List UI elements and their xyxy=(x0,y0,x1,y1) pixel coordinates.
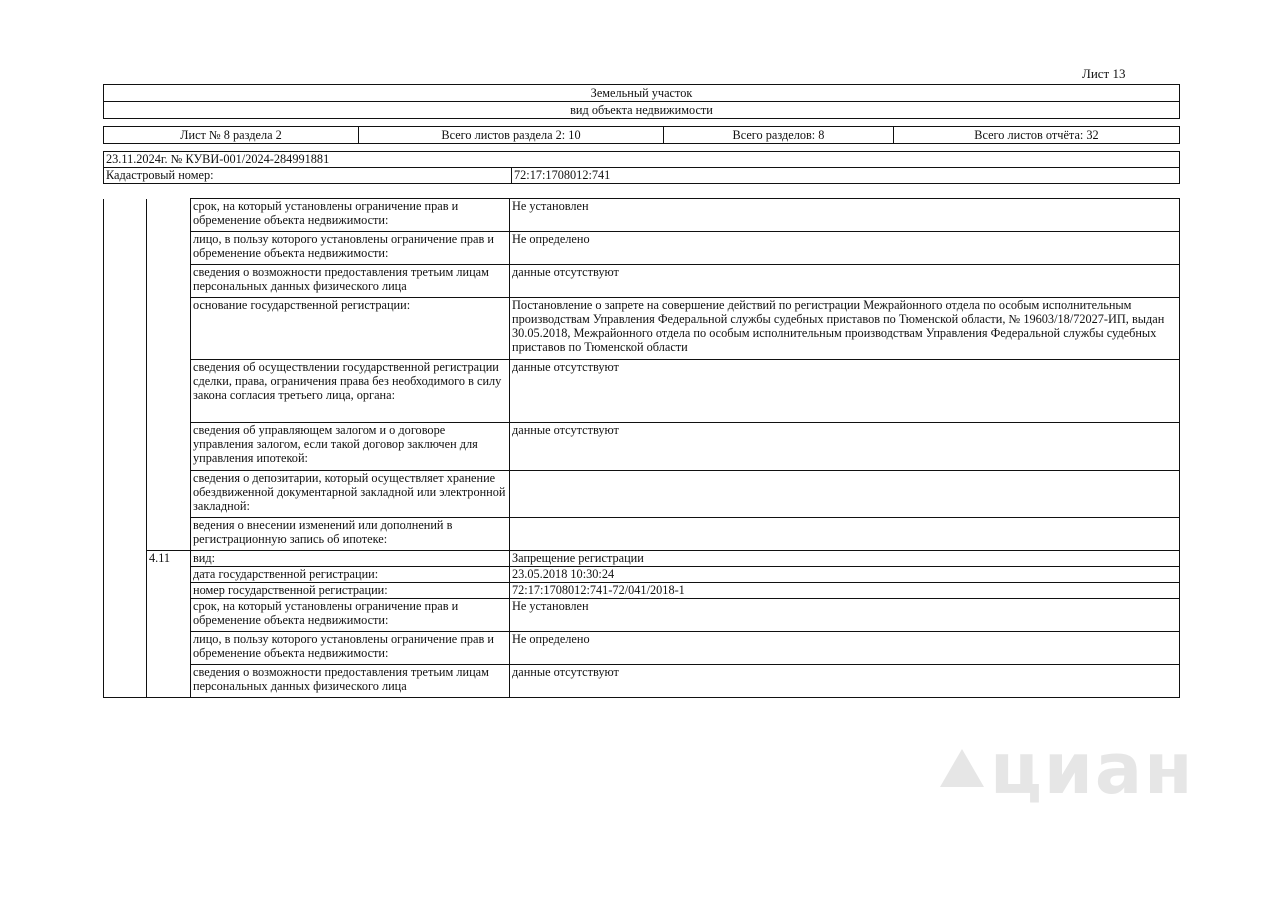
row-group-cell xyxy=(104,265,147,298)
row-value: данные отсутствуют xyxy=(510,665,1180,698)
row-number xyxy=(147,599,191,632)
row-value: Не установлен xyxy=(510,599,1180,632)
row-label: срок, на который установлены ограничение прав и обременение объекта недвижимости: xyxy=(191,599,510,632)
row-value: данные отсутствуют xyxy=(510,265,1180,298)
row-value: Постановление о запрете на совершение действий по регистрации Межрайонного отдела по особым исполнительным производствам Управления Федеральной службы судебных приставов по Тюменской области, № 19603/18/72027-ИП, выдан 30.05.2018, Межрайонного отдела по особым исполнительным производствам Управления Федеральной службы судебных приставов по Тюменской области xyxy=(510,298,1180,360)
cadastral-label: Кадастровый номер: xyxy=(104,168,512,184)
row-value: данные отсутствуют xyxy=(510,360,1180,423)
table-row xyxy=(104,665,1180,698)
row-group-cell xyxy=(104,551,147,567)
encumbrance-table xyxy=(103,198,1180,698)
row-label: сведения об управляющем залогом и о договоре управления залогом, если такой договор заключен для управления ипотекой: xyxy=(191,423,510,471)
row-value: 72:17:1708012:741-72/041/2018-1 xyxy=(510,583,1180,599)
object-header xyxy=(103,84,1180,119)
row-number xyxy=(147,360,191,423)
row-group-cell xyxy=(104,518,147,551)
table-row xyxy=(104,599,1180,632)
row-number xyxy=(147,199,191,232)
row-number xyxy=(147,665,191,698)
row-number xyxy=(147,518,191,551)
row-number xyxy=(147,265,191,298)
sheet-of-section: Лист № 8 раздела 2 xyxy=(104,127,359,144)
row-value: данные отсутствуют xyxy=(510,423,1180,471)
row-number xyxy=(147,471,191,518)
row-number xyxy=(147,423,191,471)
total-sheets-report: Всего листов отчёта: 32 xyxy=(894,127,1180,144)
row-label: номер государственной регистрации: xyxy=(191,583,510,599)
sheet-number: Лист 13 xyxy=(1082,66,1126,81)
row-group-cell xyxy=(104,423,147,471)
watermark-logo: циан xyxy=(940,728,1195,810)
row-label: дата государственной регистрации: xyxy=(191,567,510,583)
table-row xyxy=(104,632,1180,665)
row-label: ведения о внесении изменений или дополнений в регистрационную запись об ипотеке: xyxy=(191,518,510,551)
table-row xyxy=(104,199,1180,232)
row-number: 4.11 xyxy=(147,551,191,567)
row-label: основание государственной регистрации: xyxy=(191,298,510,360)
row-number xyxy=(147,232,191,265)
row-group-cell xyxy=(104,567,147,583)
document-reference: 23.11.2024г. № КУВИ-001/2024-284991881 xyxy=(104,152,1180,168)
table-row xyxy=(104,551,1180,567)
table-row xyxy=(104,265,1180,298)
row-label: сведения о возможности предоставления третьим лицам персональных данных физического лица xyxy=(191,665,510,698)
sheet-info xyxy=(103,126,1180,144)
row-group-cell xyxy=(104,298,147,360)
row-value: Запрещение регистрации xyxy=(510,551,1180,567)
object-kind-label: вид объекта недвижимости xyxy=(104,102,1180,119)
row-value: Не определено xyxy=(510,232,1180,265)
row-group-cell xyxy=(104,583,147,599)
table-row xyxy=(104,567,1180,583)
document-ids xyxy=(103,151,1180,184)
row-value xyxy=(510,471,1180,518)
row-group-cell xyxy=(104,632,147,665)
row-label: вид: xyxy=(191,551,510,567)
row-value xyxy=(510,518,1180,551)
cadastral-value: 72:17:1708012:741 xyxy=(512,168,1180,184)
row-value: Не установлен xyxy=(510,199,1180,232)
total-sheets-section: Всего листов раздела 2: 10 xyxy=(359,127,664,144)
table-row xyxy=(104,232,1180,265)
row-label: сведения о депозитарии, который осуществляет хранение обездвиженной документарной закладной или электронной закладной: xyxy=(191,471,510,518)
row-value: Не определено xyxy=(510,632,1180,665)
row-value: 23.05.2018 10:30:24 xyxy=(510,567,1180,583)
table-row xyxy=(104,298,1180,360)
row-number xyxy=(147,298,191,360)
row-group-cell xyxy=(104,232,147,265)
row-group-cell xyxy=(104,199,147,232)
object-type: Земельный участок xyxy=(104,85,1180,102)
total-sections: Всего разделов: 8 xyxy=(664,127,894,144)
table-row xyxy=(104,423,1180,471)
watermark-house-icon xyxy=(940,749,984,787)
table-row xyxy=(104,518,1180,551)
table-row xyxy=(104,360,1180,423)
row-label: сведения о возможности предоставления третьим лицам персональных данных физического лица xyxy=(191,265,510,298)
row-number xyxy=(147,583,191,599)
row-number xyxy=(147,632,191,665)
row-group-cell xyxy=(104,599,147,632)
row-label: срок, на который установлены ограничение прав и обременение объекта недвижимости: xyxy=(191,199,510,232)
row-label: сведения об осуществлении государственной регистрации сделки, права, ограничения права без необходимого в силу закона согласия третьего лица, органа: xyxy=(191,360,510,423)
table-row xyxy=(104,471,1180,518)
row-group-cell xyxy=(104,665,147,698)
table-row xyxy=(104,583,1180,599)
row-label: лицо, в пользу которого установлены ограничение прав и обременение объекта недвижимости: xyxy=(191,232,510,265)
row-group-cell xyxy=(104,471,147,518)
row-group-cell xyxy=(104,360,147,423)
row-number xyxy=(147,567,191,583)
row-label: лицо, в пользу которого установлены ограничение прав и обременение объекта недвижимости: xyxy=(191,632,510,665)
